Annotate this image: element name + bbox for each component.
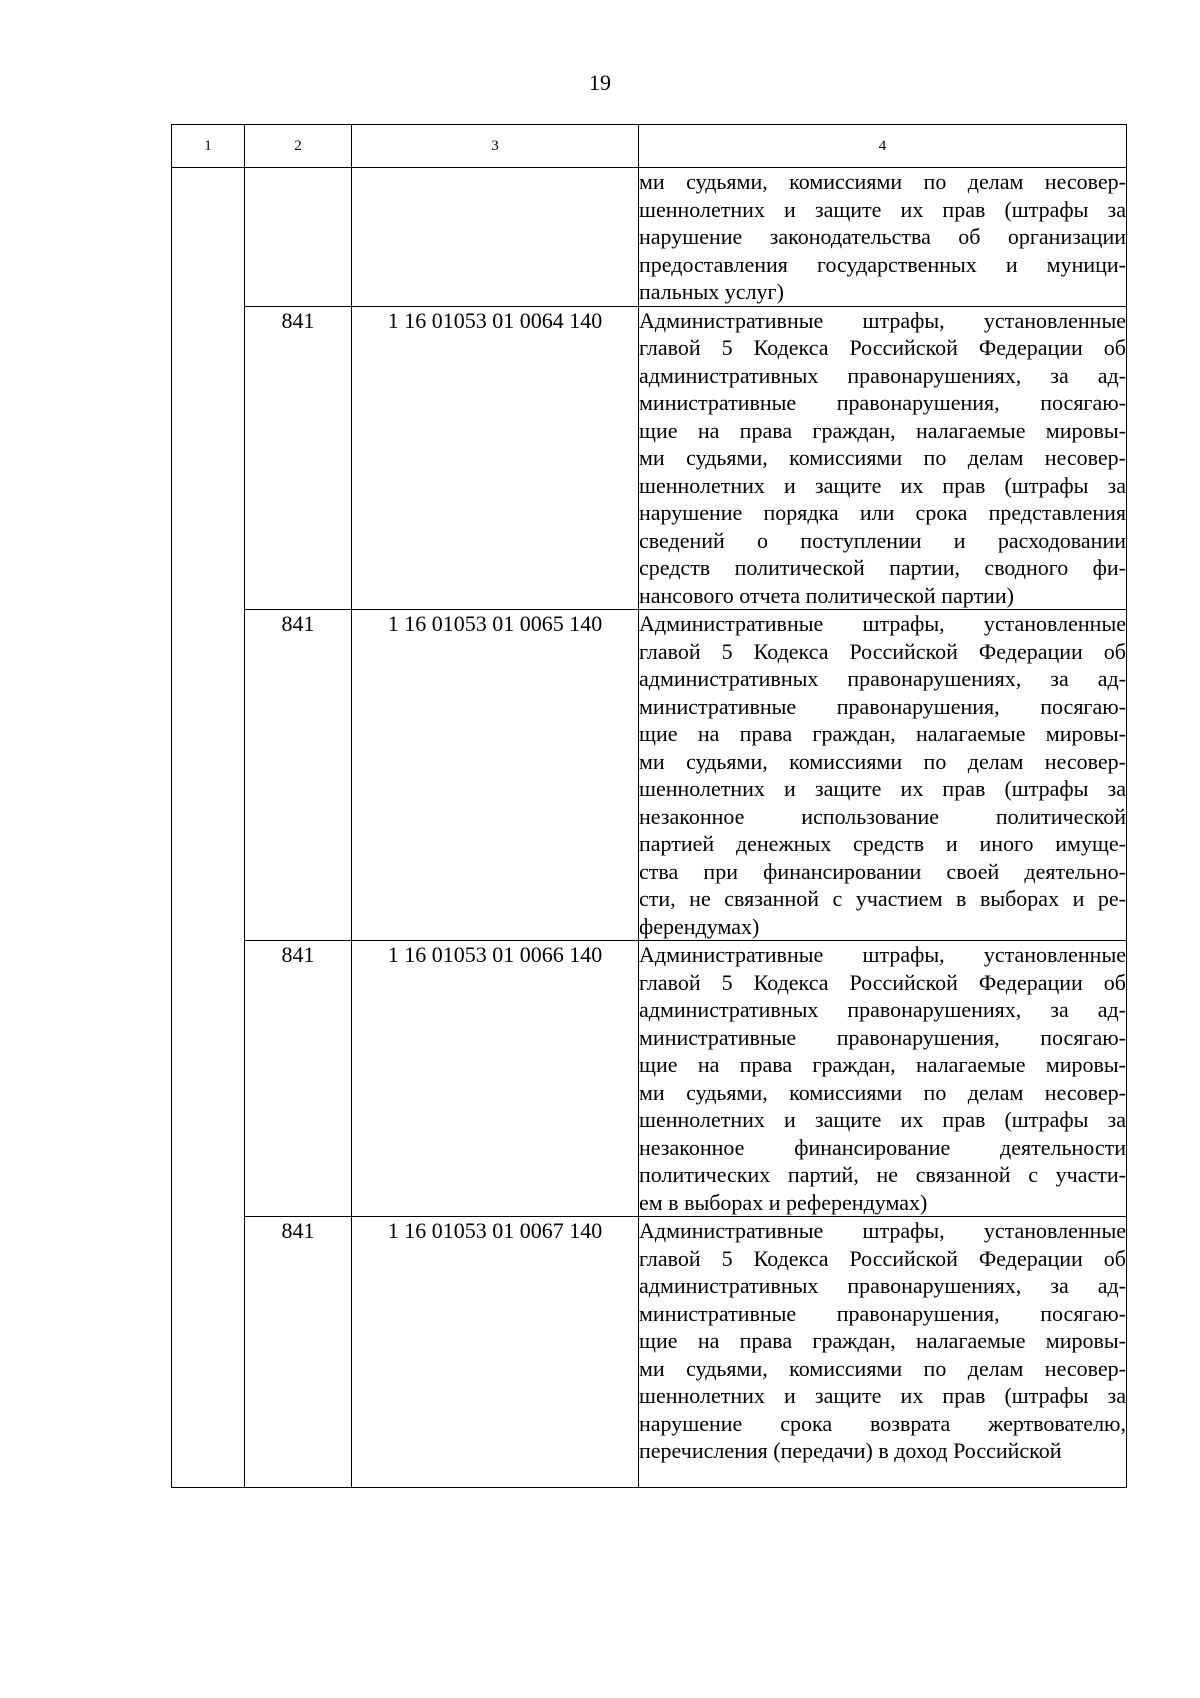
admin-code-cell: 841 — [245, 1217, 352, 1488]
description-cell — [639, 610, 1127, 941]
table-row — [172, 1217, 1127, 1488]
description-line: ми судьями, комиссиями по делам несовер- — [639, 748, 1126, 774]
description-line: щие на права граждан, налагаемые мировы- — [639, 721, 1126, 746]
table-row — [172, 168, 1127, 307]
description-line: административных правонарушениях, за ад- — [639, 997, 1126, 1022]
column-number-4: 4 — [639, 125, 1127, 168]
description-line: сведений о поступлении и расходовании — [639, 527, 1126, 553]
budget-classification-table — [171, 124, 1127, 1488]
description-line: ем в выборах и референдумах) — [639, 1189, 928, 1215]
description-line: министративные правонарушения, посягаю- — [639, 390, 1126, 415]
description-line: ферендумах) — [639, 913, 760, 939]
admin-code-cell: 841 — [245, 306, 352, 610]
description-line: Административные штрафы, установленные — [639, 942, 1126, 967]
admin-code-cell — [245, 168, 352, 307]
admin-code-cell: 841 — [245, 610, 352, 941]
description-line: средств политической партии, сводного фи- — [639, 555, 1126, 580]
description-line: нарушение порядка или срока представления — [639, 500, 1126, 525]
description-line: ства при финансировании своей деятельно- — [639, 858, 1126, 884]
description-cell — [639, 306, 1127, 610]
description-line: политических партий, не связанной с участи- — [639, 1162, 1126, 1187]
description-cell — [639, 941, 1127, 1217]
budget-code-cell — [352, 168, 639, 307]
description-cell — [639, 1217, 1127, 1488]
budget-code-cell: 1 16 01053 01 0066 140 — [352, 941, 639, 1217]
budget-code-cell: 1 16 01053 01 0067 140 — [352, 1217, 639, 1488]
column-number-2: 2 — [245, 125, 352, 168]
description-line: предоставления государственных и муници- — [639, 251, 1126, 277]
description-line: главой 5 Кодекса Российской Федерации об — [639, 1245, 1126, 1271]
description-line: министративные правонарушения, посягаю- — [639, 1024, 1126, 1050]
description-line: перечисления (передачи) в доход Российской — [639, 1438, 1062, 1463]
description-line: Административные штрафы, установленные — [639, 1218, 1126, 1243]
table-header-row — [172, 125, 1127, 168]
admin-code-cell: 841 — [245, 941, 352, 1217]
description-line: щие на права граждан, налагаемые мировы- — [639, 417, 1126, 443]
description-line: ми судьями, комиссиями по делам несовер- — [639, 445, 1126, 470]
budget-code-cell: 1 16 01053 01 0064 140 — [352, 306, 639, 610]
budget-code-cell: 1 16 01053 01 0065 140 — [352, 610, 639, 941]
page-number: 19 — [589, 70, 611, 95]
column-number-3: 3 — [352, 125, 639, 168]
description-line: незаконное использование политической — [639, 803, 1126, 829]
row-group-column-1 — [172, 168, 245, 1488]
description-line: сти, не связанной с участием в выборах и ре- — [639, 886, 1126, 911]
description-line: шеннолетних и защите их прав (штрафы за — [639, 472, 1126, 498]
description-line: административных правонарушениях, за ад- — [639, 666, 1126, 691]
table-row — [172, 306, 1127, 610]
description-line: щие на права граждан, налагаемые мировы- — [639, 1328, 1126, 1353]
description-line: главой 5 Кодекса Российской Федерации об — [639, 335, 1126, 360]
description-line: ми судьями, комиссиями по делам несовер- — [639, 169, 1126, 194]
description-line: ми судьями, комиссиями по делам несовер- — [639, 1355, 1126, 1381]
description-line: щие на права граждан, налагаемые мировы- — [639, 1052, 1126, 1077]
description-line: административных правонарушениях, за ад- — [639, 1273, 1126, 1298]
description-line: шеннолетних и защите их прав (штрафы за — [639, 776, 1126, 801]
description-line: главой 5 Кодекса Российской Федерации об — [639, 638, 1126, 664]
column-number-1: 1 — [172, 125, 245, 168]
description-line: нансового отчета политической партии) — [639, 582, 1014, 608]
description-line: партией денежных средств и иного имуще- — [639, 831, 1126, 856]
description-line: шеннолетних и защите их прав (штрафы за — [639, 1107, 1126, 1132]
table-row — [172, 941, 1127, 1217]
description-line: незаконное финансирование деятельности — [639, 1134, 1126, 1160]
table-row — [172, 610, 1127, 941]
description-line: нарушение срока возврата жертвователю, — [639, 1410, 1126, 1436]
description-line: министративные правонарушения, посягаю- — [639, 1300, 1126, 1326]
description-line: шеннолетних и защите их прав (штрафы за — [639, 1383, 1126, 1408]
description-line: административных правонарушениях, за ад- — [639, 362, 1126, 388]
description-line: Административные штрафы, установленные — [639, 307, 1126, 333]
description-cell — [639, 168, 1127, 307]
description-line: пальных услуг) — [639, 279, 784, 304]
description-line: ми судьями, комиссиями по делам несовер- — [639, 1079, 1126, 1105]
description-line: министративные правонарушения, посягаю- — [639, 693, 1126, 719]
description-line: Административные штрафы, установленные — [639, 611, 1126, 636]
description-line: главой 5 Кодекса Российской Федерации об — [639, 969, 1126, 995]
description-line: нарушение законодательства об организации — [639, 224, 1126, 249]
description-line: шеннолетних и защите их прав (штрафы за — [639, 196, 1126, 222]
